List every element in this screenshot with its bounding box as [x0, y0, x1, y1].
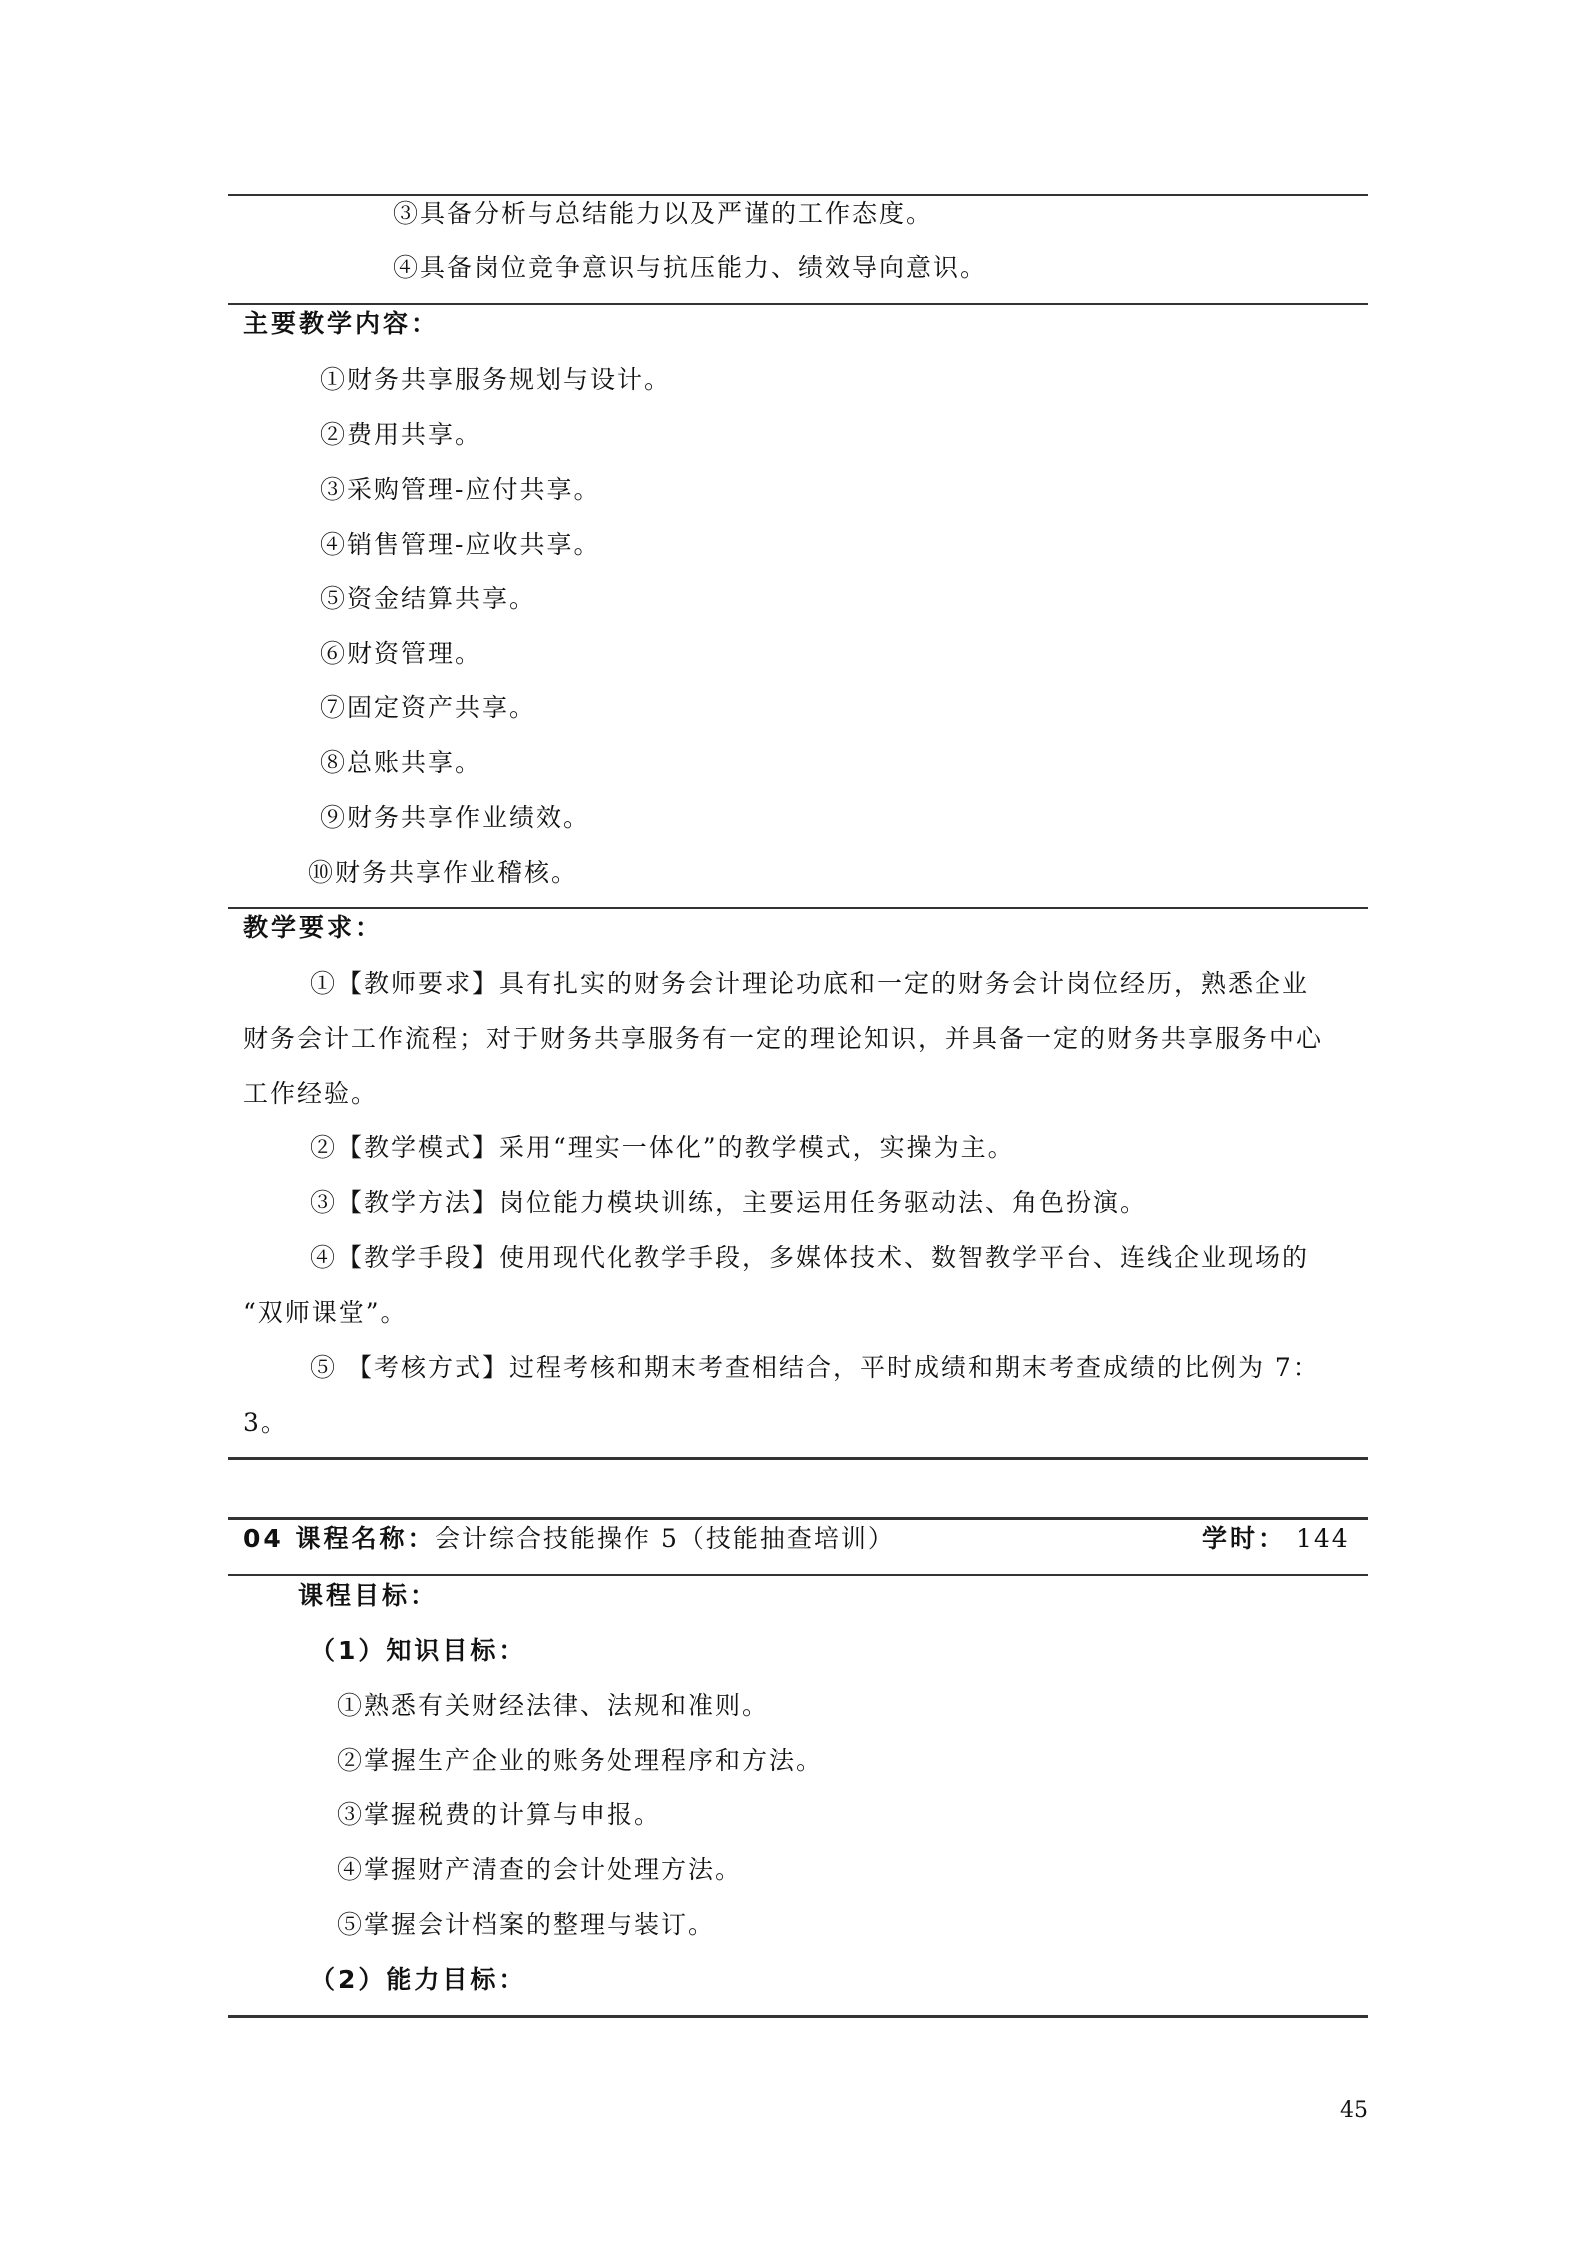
table-top-border — [228, 1517, 1368, 1520]
course-name-value: 会计综合技能操作 5（技能抽查培训） — [435, 1524, 895, 1553]
page-number: 45 — [1340, 2098, 1368, 2123]
content-item: ⑤资金结算共享。 — [320, 584, 537, 613]
requirement-line: ④【教学手段】使用现代化教学手段，多媒体技术、数智教学平台、连线企业现场的 — [310, 1243, 1310, 1272]
content-item: ②费用共享。 — [320, 420, 483, 449]
content-item: ③采购管理-应付共享。 — [320, 475, 601, 504]
content-item: ⑧总账共享。 — [320, 748, 483, 777]
knowledge-item: ③掌握税费的计算与申报。 — [337, 1800, 662, 1829]
content-item: ⑨财务共享作业绩效。 — [320, 803, 591, 832]
ability-heading: （2）能力目标： — [310, 1965, 527, 1994]
requirement-line: ③【教学方法】岗位能力模块训练，主要运用任务驱动法、角色扮演。 — [310, 1188, 1148, 1217]
requirement-line: 3。 — [243, 1408, 288, 1437]
item-text: ④具备岗位竞争意识与抗压能力、绩效导向意识。 — [393, 253, 988, 282]
requirement-line: 财务会计工作流程；对于财务共享服务有一定的理论知识，并具备一定的财务共享服务中心 — [243, 1024, 1324, 1053]
knowledge-item: ①熟悉有关财经法律、法规和准则。 — [337, 1691, 770, 1720]
row-divider — [228, 907, 1368, 909]
requirement-line: 工作经验。 — [243, 1079, 379, 1108]
content-item: ⑥财资管理。 — [320, 639, 483, 668]
knowledge-item: ④掌握财产清查的会计处理方法。 — [337, 1855, 743, 1884]
content-item: ⑦固定资产共享。 — [320, 693, 537, 722]
content-item: ①财务共享服务规划与设计。 — [320, 365, 672, 394]
requirements-heading: 教学要求： — [243, 913, 384, 942]
requirement-line: ⑤ 【考核方式】过程考核和期末考查相结合，平时成绩和期末考查成绩的比例为 7： — [310, 1353, 1320, 1382]
requirement-line: ②【教学模式】采用“理实一体化”的教学模式，实操为主。 — [310, 1133, 1015, 1162]
knowledge-item: ⑤掌握会计档案的整理与装订。 — [337, 1910, 716, 1939]
knowledge-item: ②掌握生产企业的账务处理程序和方法。 — [337, 1746, 824, 1775]
content-item: ⑩财务共享作业稽核。 — [308, 858, 579, 887]
table-bottom-border — [228, 1457, 1368, 1460]
course-hours-value: 144 — [1296, 1524, 1350, 1553]
item-text: ③具备分析与总结能力以及严谨的工作态度。 — [393, 199, 934, 228]
course-name-label: 04 课程名称： — [243, 1524, 436, 1553]
requirement-line: ①【教师要求】具有扎实的财务会计理论功底和一定的财务会计岗位经历，熟悉企业 — [310, 969, 1310, 998]
knowledge-heading: （1）知识目标： — [310, 1636, 527, 1665]
row-divider — [228, 1574, 1368, 1576]
requirement-line: “双师课堂”。 — [243, 1298, 408, 1327]
goals-heading: 课程目标： — [298, 1581, 439, 1610]
course-hours-label: 学时： — [1202, 1524, 1287, 1553]
table-bottom-border — [228, 2015, 1368, 2018]
content-item: ④销售管理-应收共享。 — [320, 530, 601, 559]
row-divider — [228, 303, 1368, 305]
content-heading: 主要教学内容： — [243, 309, 440, 338]
